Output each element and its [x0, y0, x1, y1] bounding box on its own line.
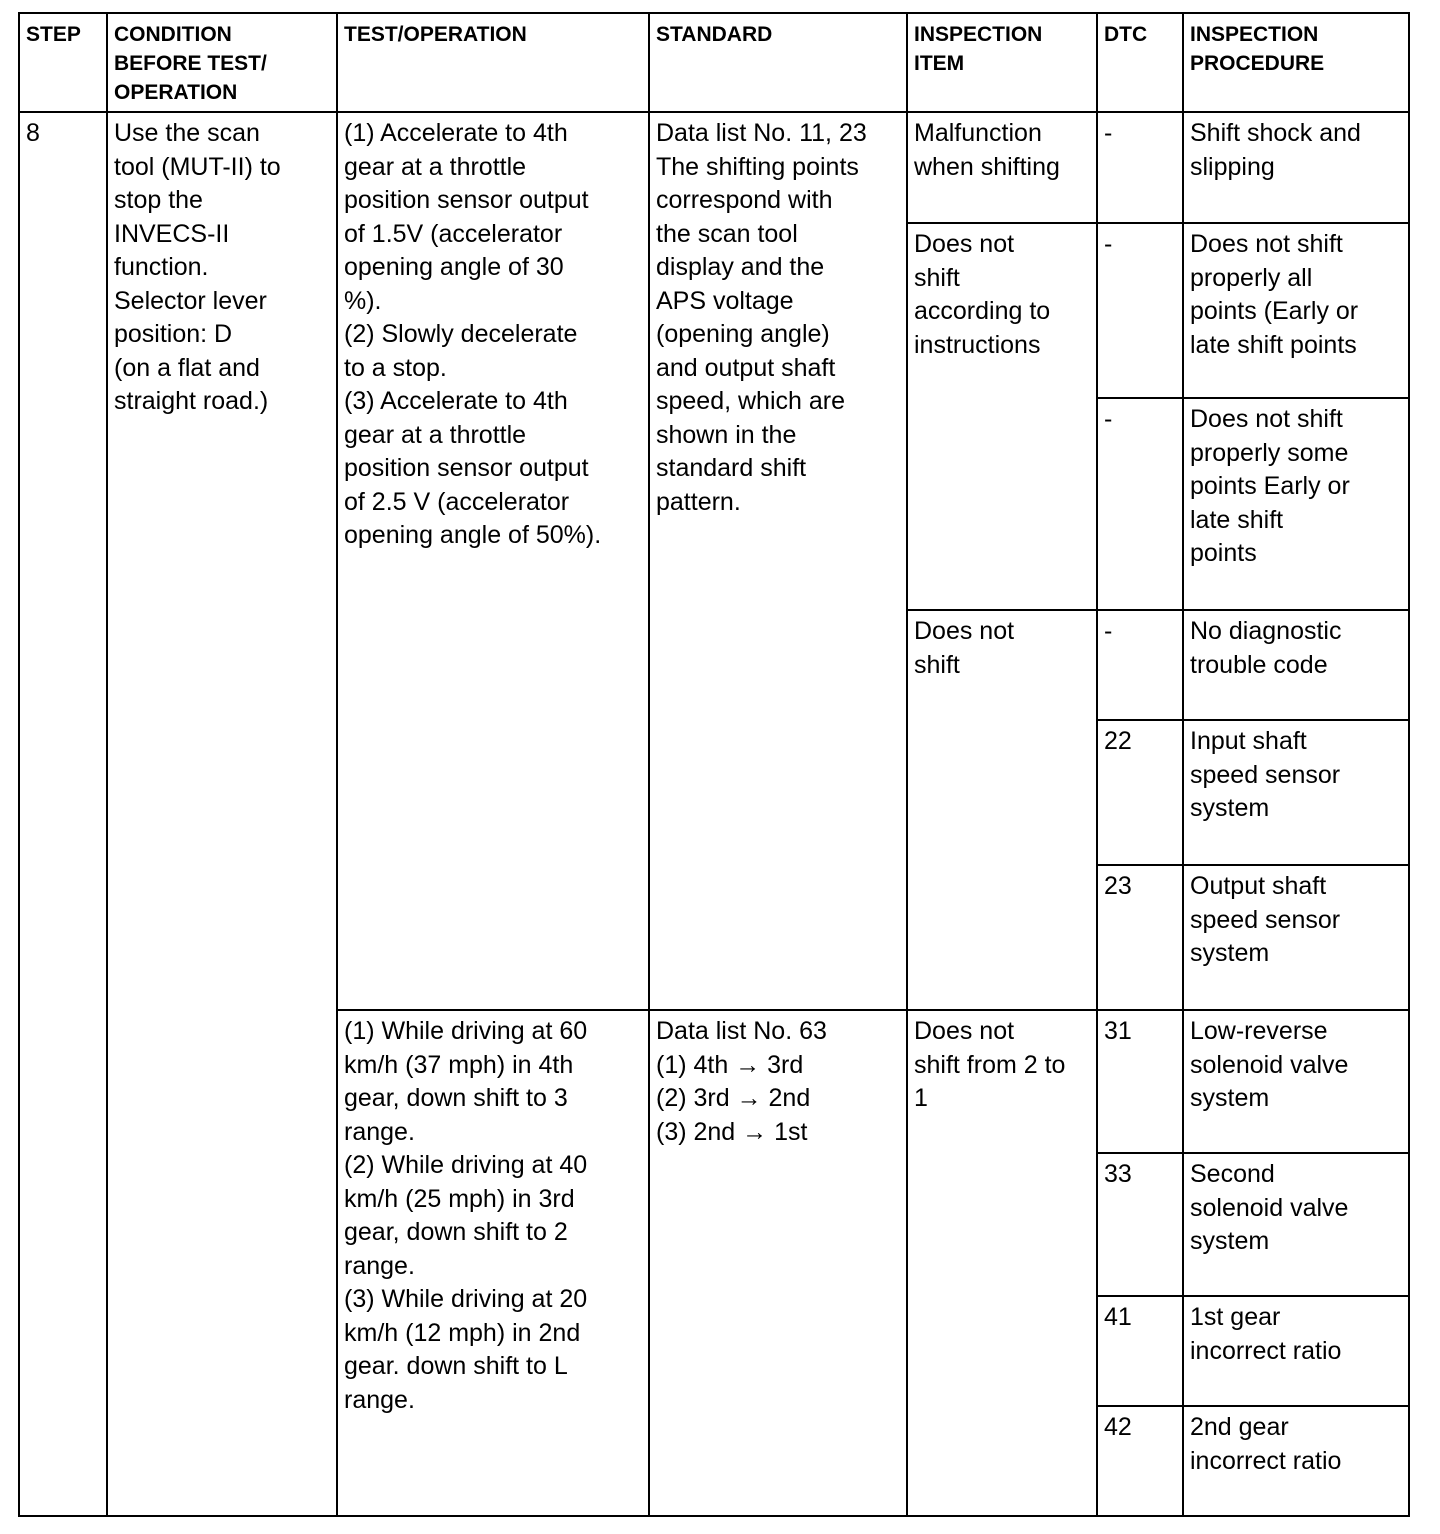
header-test-operation: TEST/OPERATION [337, 13, 649, 112]
dtc-cell: 31 [1097, 1010, 1183, 1153]
procedure-cell: Does not shift properly all points (Early or late shift points [1183, 223, 1409, 398]
dtc-cell: 42 [1097, 1406, 1183, 1516]
standard-2: Data list No. 63 (1) 4th → 3rd (2) 3rd → 2nd (3) 2nd → 1st [649, 1010, 907, 1516]
header-step: STEP [19, 13, 107, 112]
dtc-cell: - [1097, 398, 1183, 610]
procedure-cell: Low-reverse solenoid valve system [1183, 1010, 1409, 1153]
procedure-cell: Shift shock and slipping [1183, 112, 1409, 223]
procedure-cell: 2nd gear incorrect ratio [1183, 1406, 1409, 1516]
dtc-cell: 41 [1097, 1296, 1183, 1406]
dtc-cell: - [1097, 112, 1183, 223]
dtc-cell: 33 [1097, 1153, 1183, 1296]
dtc-cell: - [1097, 223, 1183, 398]
procedure-cell: Second solenoid valve system [1183, 1153, 1409, 1296]
test-operation-1: (1) Accelerate to 4th gear at a throttle position sensor output of 1.5V (accelerator opening angle of 30 %). (2) Slowly decelerate to a stop. (3) Accelerate to 4th gear at a throttle position sensor output of 2.5 V (accelerator opening angle of 50%). [337, 112, 649, 1010]
table-row [19, 112, 1409, 223]
header-dtc: DTC [1097, 13, 1183, 112]
header-condition: CONDITION BEFORE TEST/ OPERATION [107, 13, 337, 112]
dtc-cell: 22 [1097, 720, 1183, 865]
inspection-table [18, 12, 1410, 1517]
header-inspection-procedure: INSPECTION PROCEDURE [1183, 13, 1409, 112]
step-number: 8 [19, 112, 107, 1516]
procedure-cell: Output shaft speed sensor system [1183, 865, 1409, 1010]
test-operation-2: (1) While driving at 60 km/h (37 mph) in 4th gear, down shift to 3 range. (2) While driving at 40 km/h (25 mph) in 3rd gear, down shift to 2 range. (3) While driving at 20 km/h (12 mph) in 2nd gear. down shift to L range. [337, 1010, 649, 1516]
inspection-item-not-shift: Does not shift [907, 610, 1097, 1010]
header-row [19, 13, 1409, 112]
procedure-cell: No diagnostic trouble code [1183, 610, 1409, 720]
inspection-item-2-to-1: Does not shift from 2 to 1 [907, 1010, 1097, 1516]
header-inspection-item: INSPECTION ITEM [907, 13, 1097, 112]
header-standard: STANDARD [649, 13, 907, 112]
dtc-cell: 23 [1097, 865, 1183, 1010]
dtc-cell: - [1097, 610, 1183, 720]
inspection-item-malfunction: Malfunction when shifting [907, 112, 1097, 223]
condition-cell: Use the scan tool (MUT-II) to stop the INVECS-II function. Selector lever position: D (on a flat and straight road.) [107, 112, 337, 1516]
procedure-cell: Input shaft speed sensor system [1183, 720, 1409, 865]
procedure-cell: Does not shift properly some points Early or late shift points [1183, 398, 1409, 610]
procedure-cell: 1st gear incorrect ratio [1183, 1296, 1409, 1406]
standard-1: Data list No. 11, 23 The shifting points correspond with the scan tool display and the APS voltage (opening angle) and output shaft speed, which are shown in the standard shift pattern. [649, 112, 907, 1010]
inspection-item-not-according: Does not shift according to instructions [907, 223, 1097, 610]
